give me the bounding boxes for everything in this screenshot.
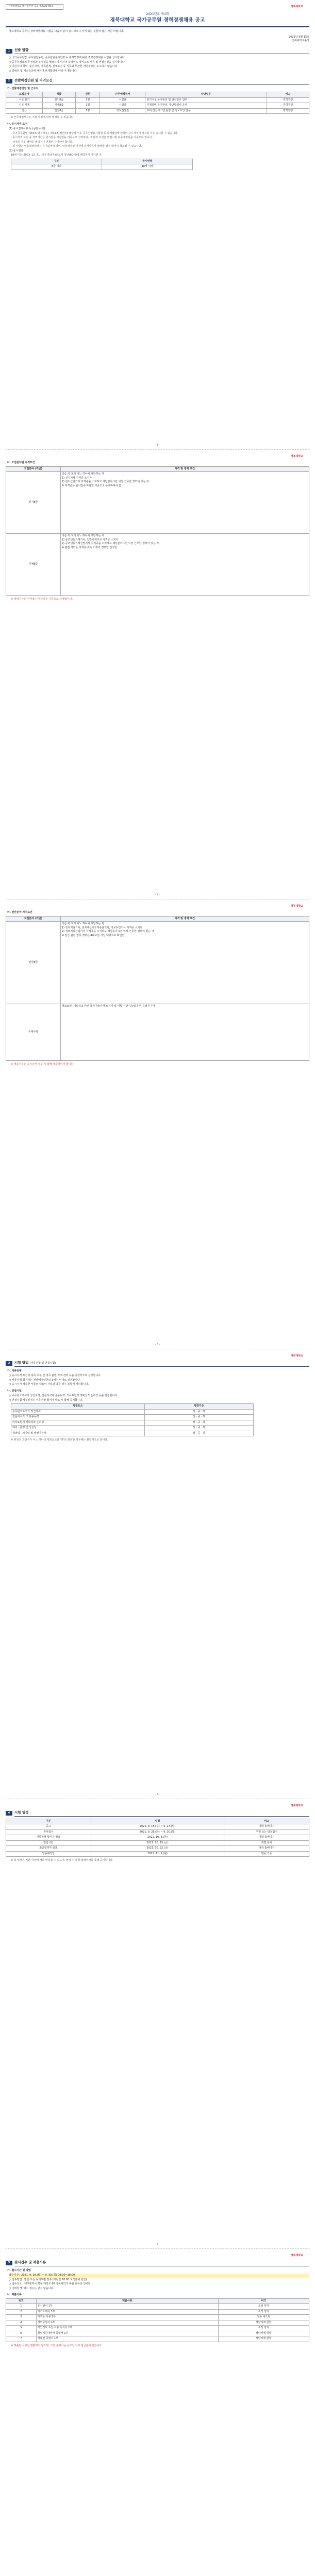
section-title: 선발예정인원 및 자격요건 bbox=[14, 78, 309, 84]
table-note: ※ 경력기간은 원서접수 마감일을 기준으로 산정합니다. bbox=[11, 598, 73, 601]
bullet: ○ 서류전형 합격자는 선발예정인원의 3배수 이내로 결정합니다. bbox=[9, 1378, 81, 1382]
table-row: 2 자기소개서 1부 소정 양식 bbox=[6, 2309, 309, 2315]
page-number: - 2 - bbox=[155, 893, 160, 896]
subsection-title: 가. 서류전형 bbox=[7, 1369, 22, 1372]
bullet: - 위 사항은 임용예정일까지 유지되어야 하며, 임용예정일 이전에 결격사유가 발생할 경우 합격이 취소될 수 있습니다. bbox=[11, 145, 142, 148]
table-row: 서류전형 합격자 발표 2021. 10. 8.(금) 대학 홈페이지 bbox=[6, 1835, 309, 1841]
table-row: 7 장애인 증명서 1부 해당자에 한함 bbox=[6, 2336, 309, 2342]
table-row: 예의 · 품행 및 성실성 상 · 중 · 하 bbox=[11, 1426, 254, 1431]
bullet: ○ 응시자격 요건의 충족 여부 및 직무 관련 자격·경력 등을 종합적으로 심사합니다. bbox=[9, 1374, 102, 1378]
university-logo: 경북대학교 bbox=[290, 2254, 303, 2257]
section-title: 시험 방법 (서류전형 및 면접시험) bbox=[14, 1361, 309, 1367]
section-number: 1 bbox=[6, 49, 12, 54]
requirement-title: (1) 응시결격사유 등 (공통 사항) bbox=[9, 127, 45, 131]
bullet: ○ 이메일 및 팩스 접수는 받지 않습니다. bbox=[9, 2286, 54, 2290]
table-row: 전기8급 다음 각 호의 어느 하나에 해당하는 자 1) 전기기사 자격증 소지자 2) 전기산업기사 자격증을 소지하고 해당분야 1년 이상 근무한 경력이 있는 자 ※ 자격증은 원서접수 마감일 기준으로 유효하여야 함 bbox=[6, 472, 309, 534]
section-title: 시험 일정 bbox=[14, 1810, 309, 1817]
table-header: 번호 bbox=[6, 2298, 37, 2304]
positions-table bbox=[6, 92, 309, 114]
subsection-title: 가. 접수기간 및 방법 bbox=[7, 2268, 31, 2272]
table-row: 5 개인정보 수집·이용 동의서 1부 소정 양식 bbox=[6, 2326, 309, 2331]
subsection-title: 다. 모집분야별 자격요건 bbox=[7, 461, 35, 464]
title-divider bbox=[6, 26, 309, 27]
age-title: (2) 응시연령 bbox=[9, 149, 23, 152]
table-row: 6 취업지원대상자 증명서 1부 해당자에 한함 bbox=[6, 2331, 309, 2336]
intro-text: 경북대학교 공무원 경력경쟁채용 시험을 다음과 같이 실시하오니 자격 있는 분들의 많은 지원 바랍니다. bbox=[9, 29, 124, 33]
table-row: 전산8급 다음 각 호의 어느 하나에 해당하는 자 1) 정보처리기사, 전자계산기조직응용기사, 정보보안기사 자격증 소지자 2) 정보처리산업기사 자격증을 소지하고 해당분야 1년 이상 근무한 경력이 있는 자 ※ 전산 관련 업무 경력은 4대보험 가입 내역으로 확인함 bbox=[6, 922, 309, 1004]
table-row: 의사표현의 정확성과 논리성 상 · 중 · 하 bbox=[11, 1420, 254, 1426]
table-header: 담당업무 bbox=[145, 92, 267, 98]
section-number: 5 bbox=[6, 2261, 12, 2265]
subsection-title: 나. 면접시험 bbox=[7, 1389, 22, 1393]
interview-table bbox=[11, 1403, 254, 1436]
subsection-title: 나. 응시자격 요건 bbox=[7, 122, 28, 126]
section-2-header bbox=[6, 78, 309, 84]
section-title: 원서접수 및 제출서류 bbox=[14, 2260, 309, 2266]
university-logo: 경북대학교 bbox=[290, 5, 303, 8]
bullet: ○ 응시자가 제출한 서류의 내용이 사실과 다를 경우 불합격 처리합니다. bbox=[9, 1383, 89, 1386]
table-row: 공고 2021. 9. 15.(수) ~ 9. 27.(월) 대학 홈페이지 bbox=[6, 1824, 309, 1830]
bullet: ○ 공무원으로서의 정신자세, 전문지식과 응용능력, 의사표현의 정확성과 논리성 등을 평정합니다. bbox=[9, 1394, 118, 1398]
table-note: ※ 위 일정은 기관 사정에 따라 변경될 수 있으며, 변경 시 대학 홈페이지를 통해 공지합니다. bbox=[11, 1859, 113, 1862]
table-row: 시설 전기 전기8급 1명 시설과 전기시설 유지관리 및 안전관리 업무 경력경쟁 bbox=[6, 97, 309, 103]
section-number: 3 bbox=[6, 1361, 12, 1366]
table-header: 비고 bbox=[218, 2298, 309, 2304]
issue-date: 2021년 9월 15일 bbox=[289, 36, 309, 39]
table-row: 원서접수 2021. 9. 28.(화) ~ 9. 30.(목) 우편 또는 방문접수 bbox=[6, 1829, 309, 1835]
table-header: 비고 bbox=[224, 1819, 309, 1824]
subsection-title: 가. 선발예정인원 및 근무지 bbox=[7, 87, 39, 90]
table-header: 평정기준 bbox=[144, 1404, 254, 1410]
issue-date-block bbox=[6, 36, 309, 43]
table-row: 창의력 · 의지력 및 발전가능성 상 · 중 · 하 bbox=[11, 1431, 254, 1436]
table-header: 비고 bbox=[267, 92, 309, 98]
university-logo: 경북대학교 bbox=[290, 1804, 303, 1807]
table-row: 4 경력증명서 1부 해당자에 한함 bbox=[6, 2320, 309, 2326]
application-period: 접수기간 : 2021. 9. 28.(화) ~ 9. 30.(목) 09:00~18:00 bbox=[9, 2274, 309, 2278]
section-1-header bbox=[6, 48, 309, 54]
table-header: 구분 bbox=[11, 159, 102, 164]
university-logo: 경북대학교 bbox=[290, 905, 303, 908]
page-number: - 3 - bbox=[155, 1343, 160, 1346]
table-header: 근무예정부서 bbox=[100, 92, 145, 98]
page-number: - 4 - bbox=[155, 1792, 160, 1796]
table-row: 전문지식과 그 응용능력 상 · 중 · 하 bbox=[11, 1415, 254, 1420]
bullet: ○ 접수방법 : 방문 또는 등기우편 접수 (마감일 18:00 도착분에 한함) bbox=[9, 2278, 87, 2281]
page-2 bbox=[6, 450, 309, 900]
section-5-header bbox=[6, 2260, 309, 2266]
age-table bbox=[11, 159, 193, 170]
page-number: - 1 - bbox=[155, 443, 160, 447]
table-header: 모집분야 (직급) bbox=[6, 466, 61, 472]
table-header: 모집분야 bbox=[6, 92, 43, 98]
bullet: - 남자의 경우 병역을 필하거나 면제된 자이어야 합니다. bbox=[11, 140, 73, 144]
university-logo: 경북대학교 bbox=[290, 1354, 303, 1358]
notice-number: 「경북대학교 국가공무원 공고 제2021-00호」 bbox=[6, 4, 63, 10]
documents-table bbox=[6, 2298, 309, 2342]
bullet: ○ 면접시험 세부일정은 서류전형 합격자 발표 시 함께 공지합니다. bbox=[9, 1398, 84, 1402]
table-header: 자격 및 경력 요건 bbox=[60, 466, 309, 472]
university-logo: 경북대학교 bbox=[290, 455, 303, 458]
table-header: 응시연령 bbox=[102, 159, 193, 164]
table-header: 자격 및 경력 요건 bbox=[60, 916, 309, 922]
table-row: 3 자격증 사본 1부 원본 대조필 bbox=[6, 2315, 309, 2320]
page-5 bbox=[6, 1799, 309, 2249]
table-row: 공무원으로서의 정신자세 상 · 중 · 하 bbox=[11, 1409, 254, 1415]
bullet: ○ 공무원채용의 공정성과 투명성을 확보하기 위하여 블라인드 방식으로 서류 및 면접전형을 실시합니다. bbox=[9, 60, 126, 64]
table-header: 평정요소 bbox=[11, 1404, 145, 1410]
result-note: ※ 위원의 과반수가 어느 하나의 평정요소를 '하'로 평정한 경우에는 불합격으로 합니다. bbox=[11, 1438, 108, 1442]
subsection-title: 라. 전산분야 자격요건 bbox=[7, 911, 32, 914]
table-row: 우대사항 정보보안, 네트워크 관련 국가기술자격 소지자 및 대학 전산시스템 운영 경력자 우대 bbox=[6, 1004, 309, 1061]
table-header: 직급 bbox=[42, 92, 76, 98]
it-qualification-table bbox=[6, 916, 309, 1061]
document-title: 경북대학교 국가공무원 경력경쟁채용 공고 bbox=[110, 17, 205, 23]
table-row: 면접시험 2021. 10. 15.(금) 개별 통지 bbox=[6, 1840, 309, 1846]
bullet: ○ 장애인 및 저소득층에 대하여 관계법령에 따라 우대합니다. bbox=[9, 69, 78, 73]
age-text: 18세 이상(2003. 12. 31. 이전 출생자)으로서 정년(60세)에 해당하지 아니한 자 bbox=[11, 154, 102, 157]
table-header: 구분 bbox=[6, 1819, 91, 1824]
table-note: ※ 제출된 서류는 반환하지 않으며, 모든 증명서는 공고일 이후 발급분에 한합니다. bbox=[11, 2344, 103, 2347]
section-title: 선발 방향 bbox=[14, 48, 309, 54]
table-note: ※ 근무예정부서는 기관 사정에 따라 변경될 수 있습니다. bbox=[11, 116, 75, 120]
bullet: ○ 국가공무원법, 공무원임용령, 공무원임용시험령 등 관계법령에 따른 경력경쟁채용 시험을 실시합니다. bbox=[9, 56, 126, 59]
table-row: 최종합격자 발표 2021. 10. 22.(금) 대학 홈페이지 bbox=[6, 1846, 309, 1852]
table-row: 기계8급 다음 각 호의 어느 하나에 해당하는 자 1) 공조냉동기계기사, 일반기계기사 자격증 소지자 2) 공조냉동기계산업기사 자격증을 소지하고 해당분야 1년 이상 근무한 경력이 있는 자 ※ 관련 경력은 자격증 취득 이후의 경력만 인정함 bbox=[6, 534, 309, 596]
table-row: 전산 전산8급 1명 정보전산원 교내 전산시스템 운영 및 정보보안 업무 경력경쟁 bbox=[6, 108, 309, 114]
page-6 bbox=[6, 2249, 309, 2576]
qualification-table bbox=[6, 466, 309, 596]
table-header: 인원 bbox=[76, 92, 100, 98]
bullet: - 국가공무원법 제33조(결격사유), 제74조(정년)에 해당하거나, 공무원임용시험령 등 관계법령에 의하여 응시자격이 정지된 자는 응시할 수 없습니다. bbox=[11, 131, 178, 135]
tagline: 2021년도 제4회 bbox=[146, 12, 169, 16]
table-row: 임용예정일 2021. 11. 1.(월) 변동 가능 bbox=[6, 1851, 309, 1857]
section-number: 4 bbox=[6, 1811, 12, 1816]
section-3-header bbox=[6, 1361, 309, 1367]
section-4-header bbox=[6, 1810, 309, 1817]
section-number: 2 bbox=[6, 79, 12, 83]
schedule-table bbox=[6, 1819, 309, 1857]
bullet: - 응시자격 요건 중 경력기간은 원서접수 마감일을 기준으로 산정하며, 그 밖의 요건은 면접시험 최종예정일을 기준으로 합니다. bbox=[11, 136, 153, 140]
table-header: 제출서류 bbox=[36, 2298, 218, 2304]
issuer: 경북대학교총장 bbox=[292, 39, 309, 43]
table-header: 일정 bbox=[91, 1819, 224, 1824]
subsection-title: 나. 제출서류 bbox=[7, 2293, 22, 2297]
page-1 bbox=[6, 0, 309, 450]
table-row: 1 응시원서 1부 소정 양식 bbox=[6, 2304, 309, 2310]
page-number: - 5 - bbox=[155, 2242, 160, 2246]
page-3 bbox=[6, 900, 309, 1349]
table-row: 8급 이하 18세 이상 bbox=[11, 164, 193, 170]
table-header: 모집분야 (직급) bbox=[6, 916, 61, 922]
bullet: ○ 접수장소 : 대구광역시 북구 대학로 80 경북대학교 본관 총무과 인사팀 bbox=[9, 2282, 91, 2286]
page-4 bbox=[6, 1349, 309, 1799]
table-row: 시설 기계 기계8급 1명 시설과 기계설비 유지관리, 냉난방설비 운영 경력경쟁 bbox=[6, 103, 309, 109]
bullet: ○ 지원자의 학력, 출신지역, 가족관계, 신체조건 등 직무와 무관한 개인정보는 요구하지 않습니다. bbox=[9, 65, 118, 68]
table-note: ※ 제출서류는 응시원서 접수 시 함께 제출하여야 합니다. bbox=[11, 1063, 75, 1066]
